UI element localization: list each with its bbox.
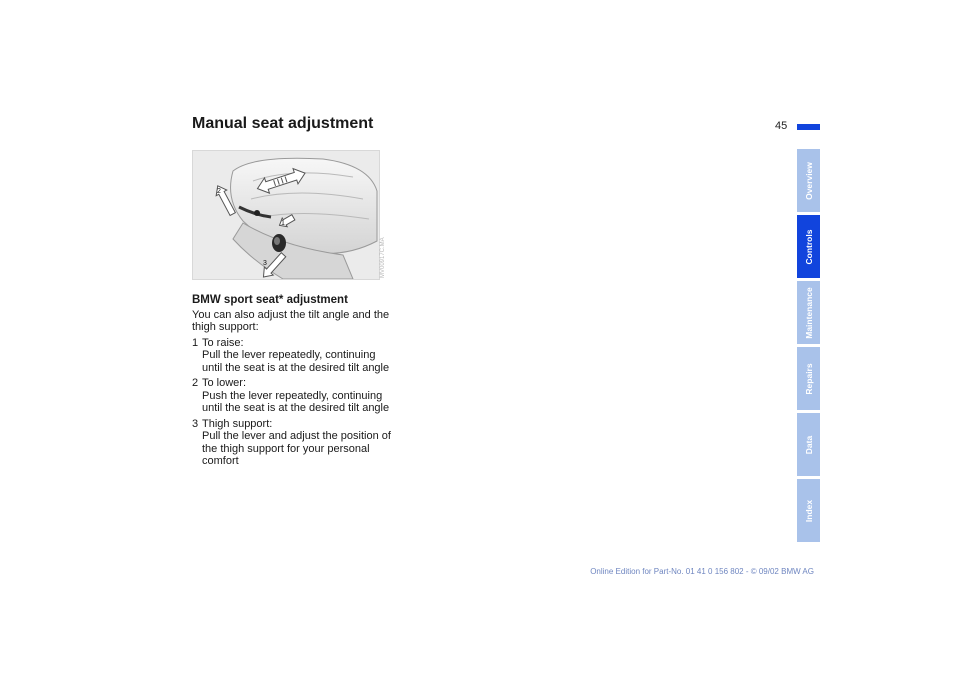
tab-label: Maintenance: [803, 286, 814, 339]
step-text: Push the lever repeatedly, continuing until the seat is at the desired tilt angle: [202, 389, 390, 414]
tab-label: Overview: [803, 161, 814, 200]
edition-footer: Online Edition for Part-No. 01 41 0 156 802 - © 09/02 BMW AG: [590, 567, 814, 576]
step-item: [192, 418, 392, 468]
tab-controls[interactable]: [797, 215, 820, 278]
step-label: To lower:: [202, 377, 247, 389]
tab-maintenance[interactable]: [797, 281, 820, 344]
sport-seat-section: [192, 294, 392, 471]
step-label: Thigh support:: [202, 417, 273, 430]
chapter-tabs: [797, 149, 820, 545]
section-intro: You can also adjust the tilt angle and the thigh support:: [192, 308, 390, 333]
seat-drawing: [193, 151, 379, 279]
page-title: Manual seat adjustment: [192, 115, 374, 132]
tab-index[interactable]: [797, 479, 820, 542]
tab-repairs[interactable]: [797, 347, 820, 410]
step-number: 2: [192, 377, 199, 389]
tab-label: Data: [803, 435, 814, 454]
step-text: Pull the lever repeatedly, continuing until the seat is at the desired tilt angle: [202, 349, 390, 374]
tab-data[interactable]: [797, 413, 820, 476]
section-heading: BMW sport seat* adjustment: [192, 294, 348, 306]
tab-label: Repairs: [803, 362, 814, 395]
callout-3: 3: [263, 260, 267, 267]
step-number: 3: [192, 417, 199, 430]
tab-overview[interactable]: [797, 149, 820, 212]
figure-code: MV00917C.MA: [380, 237, 386, 278]
callout-1: 1: [281, 220, 285, 227]
tab-label: Index: [803, 499, 814, 522]
step-number: 1: [192, 336, 199, 349]
step-text: Pull the lever and adjust the position of the thigh support for your personal comfort: [202, 430, 391, 467]
seat-illustration: [192, 150, 380, 280]
step-label: To raise:: [202, 336, 244, 349]
step-item: [192, 337, 392, 375]
step-item: [192, 377, 392, 415]
page-number: 45: [775, 120, 788, 132]
tab-label: Controls: [803, 229, 814, 264]
page-marker: [797, 124, 820, 130]
callout-2: 2: [217, 188, 221, 195]
steps-list: [192, 337, 392, 468]
